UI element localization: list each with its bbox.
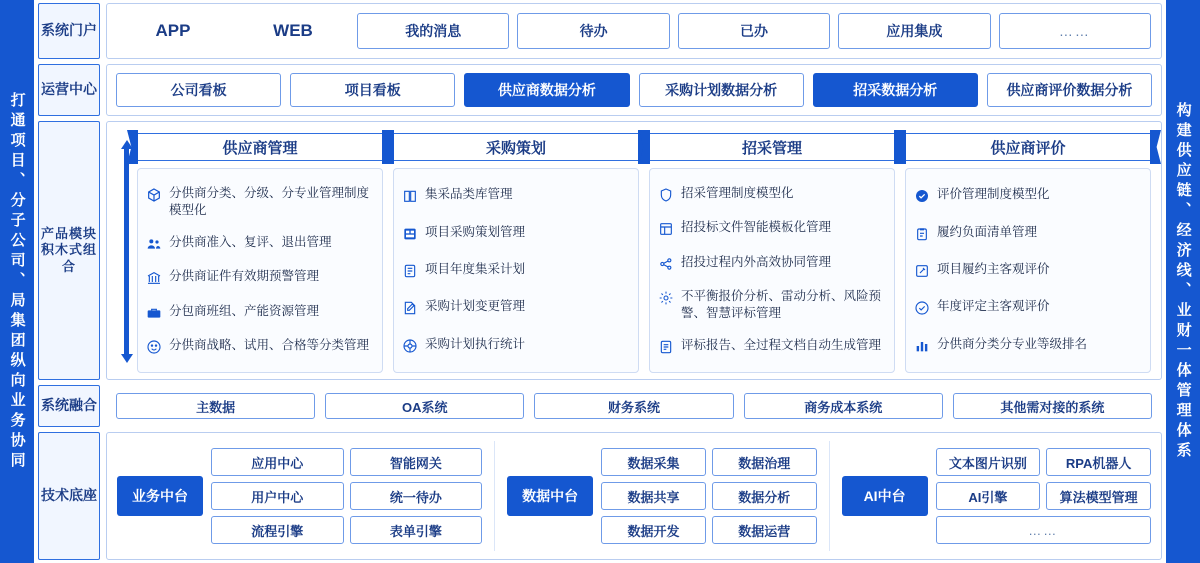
list-item-label: 分包商班组、产能资源管理 (169, 303, 320, 318)
module-purchase-planning (393, 130, 639, 373)
tech-main-business[interactable]: 业务中台 (117, 476, 203, 516)
share-icon (657, 255, 675, 273)
toolbox-icon (145, 304, 163, 322)
fusion-item-finance[interactable]: 财务系统 (534, 393, 733, 419)
list-item[interactable] (913, 261, 1143, 280)
right-vertical-banner (1166, 0, 1200, 563)
portal-app-label: APP (155, 21, 191, 40)
product-modules-body (106, 121, 1162, 380)
left-banner-text: 打通项目、分子公司、局集团纵向业务协同 (8, 91, 26, 472)
gear-icon (657, 289, 675, 307)
list-item[interactable] (657, 219, 887, 238)
tech-cell-more[interactable]: …… (936, 516, 1151, 544)
tech-cell-ai-engine[interactable]: AI引擎 (936, 482, 1041, 510)
op-chip-purchase-plan-analysis[interactable]: 采购计划数据分析 (639, 73, 804, 107)
tech-group-ai-platform (842, 448, 1151, 544)
wheel-icon (401, 337, 419, 355)
grid-icon (401, 225, 419, 243)
tech-cell-data-sharing[interactable]: 数据共享 (601, 482, 706, 510)
list-item-label: 年度评定主客观评价 (937, 299, 1050, 314)
list-item[interactable] (145, 234, 375, 253)
list-item-label: 招投过程内外高效协同管理 (681, 254, 832, 269)
tech-cell-data-governance[interactable]: 数据治理 (712, 448, 817, 476)
right-banner-text: 构建供应链、经济线、业财一体管理体系 (1174, 101, 1192, 462)
portal-button-app-integration[interactable]: 应用集成 (838, 13, 990, 49)
module-4-header (905, 130, 1151, 164)
book-icon (401, 187, 419, 205)
list-item-label: 不平衡报价分析、雷动分析、风险预警、智慧评标管理 (681, 289, 882, 320)
vertical-double-arrow (117, 130, 137, 373)
portal-web-label: WEB (273, 21, 313, 40)
row-label-system-fusion: 系统融合 (38, 385, 100, 427)
row-label-operation-center: 运营中心 (38, 64, 100, 116)
list-item-label: 分供商分类、分级、分专业管理制度模型化 (169, 185, 370, 217)
tech-cell-form-engine[interactable]: 表单引擎 (350, 516, 483, 544)
module-4-title: 供应商评价 (905, 133, 1151, 161)
module-3-header (649, 130, 895, 164)
tech-main-ai[interactable]: AI中台 (842, 476, 928, 516)
op-chip-company-board[interactable]: 公司看板 (116, 73, 281, 107)
tech-divider-2 (829, 441, 830, 551)
tech-cell-smart-gateway[interactable]: 智能网关 (350, 448, 483, 476)
diagram-center (34, 0, 1166, 563)
list-item-label: 采购计划变更管理 (425, 299, 526, 314)
list-item-label: 招投标文件智能模板化管理 (681, 220, 832, 235)
row-label-system-portal: 系统门户 (38, 3, 100, 59)
system-fusion-list (116, 390, 1152, 422)
tech-grid-ai (936, 448, 1151, 544)
doc-icon (401, 262, 419, 280)
list-item[interactable] (913, 224, 1143, 243)
tech-cell-data-development[interactable]: 数据开发 (601, 516, 706, 544)
list-item[interactable] (145, 185, 375, 219)
list-item-label: 项目履约主客观评价 (937, 261, 1050, 276)
tech-cell-data-collection[interactable]: 数据采集 (601, 448, 706, 476)
row-product-modules (38, 121, 1162, 380)
tech-divider-1 (494, 441, 495, 551)
clipboard-icon (913, 225, 931, 243)
fusion-item-other[interactable]: 其他需对接的系统 (953, 393, 1152, 419)
list-item-label: 采购计划执行统计 (425, 336, 526, 351)
system-portal-body (106, 3, 1162, 59)
list-item-label: 分供商战略、试用、合格等分类管理 (169, 338, 370, 353)
op-chip-bidding-analysis[interactable]: 招采数据分析 (813, 73, 978, 107)
module-3-title: 招采管理 (649, 133, 895, 161)
tech-cell-rpa-robot[interactable]: RPA机器人 (1046, 448, 1151, 476)
list-item[interactable] (657, 288, 887, 322)
portal-button-done[interactable]: 已办 (678, 13, 830, 49)
tech-cell-app-center[interactable]: 应用中心 (211, 448, 344, 476)
list-item[interactable] (145, 268, 375, 287)
module-3-items (649, 168, 895, 373)
list-item-label: 评价管理制度模型化 (937, 187, 1050, 202)
list-item-label: 分供商分类分专业等级排名 (937, 336, 1088, 351)
tech-cell-process-engine[interactable]: 流程引擎 (211, 516, 344, 544)
list-item-label: 集采品类库管理 (425, 187, 513, 202)
op-chip-supplier-analysis[interactable]: 供应商数据分析 (464, 73, 629, 107)
tech-main-data[interactable]: 数据中台 (507, 476, 593, 516)
list-item[interactable] (401, 261, 631, 280)
tech-group-data-platform (507, 448, 816, 544)
row-system-portal (38, 3, 1162, 59)
pen-icon (913, 262, 931, 280)
list-item-label: 分供商证件有效期预警管理 (169, 269, 320, 284)
list-item[interactable] (657, 337, 887, 356)
list-item[interactable] (657, 254, 887, 273)
cube-icon (145, 186, 163, 204)
row-label-product-modules: 产品模块积木式组合 (38, 121, 100, 380)
portal-button-todo[interactable]: 待办 (517, 13, 669, 49)
tech-cell-unified-todo[interactable]: 统一待办 (350, 482, 483, 510)
shield-icon (657, 186, 675, 204)
op-chip-project-board[interactable]: 项目看板 (290, 73, 455, 107)
bank-icon (145, 269, 163, 287)
row-operation-center (38, 64, 1162, 116)
smiley-icon (145, 338, 163, 356)
list-item-label: 分供商准入、复评、退出管理 (169, 234, 332, 249)
list-item-label: 招采管理制度模型化 (681, 185, 794, 200)
report-icon (657, 338, 675, 356)
product-modules-list (137, 130, 1151, 373)
left-vertical-banner (0, 0, 34, 563)
module-2-items (393, 168, 639, 373)
chart-icon (913, 337, 931, 355)
module-2-header (393, 130, 639, 164)
tech-cell-text-image-recognition[interactable]: 文本图片识别 (936, 448, 1041, 476)
row-tech-base (38, 432, 1162, 560)
operation-center-body (106, 64, 1162, 116)
list-item-label: 评标报告、全过程文档自动生成管理 (681, 338, 882, 353)
double-arrow-icon (121, 140, 133, 364)
list-item[interactable] (913, 298, 1143, 317)
row-system-fusion (38, 385, 1162, 427)
list-item[interactable] (401, 336, 631, 355)
tech-cell-data-analysis[interactable]: 数据分析 (712, 482, 817, 510)
fusion-item-master-data[interactable]: 主数据 (116, 393, 315, 419)
portal-button-messages[interactable]: 我的消息 (357, 13, 509, 49)
list-item-label: 项目年度集采计划 (425, 261, 526, 276)
fusion-item-oa[interactable]: OA系统 (325, 393, 524, 419)
module-supplier-evaluation (905, 130, 1151, 373)
tech-grid-data (601, 448, 816, 544)
op-chip-supplier-evaluation-analysis[interactable]: 供应商评价数据分析 (987, 73, 1152, 107)
list-item[interactable] (913, 336, 1143, 355)
badge-icon (913, 187, 931, 205)
list-item-label: 履约负面清单管理 (937, 224, 1038, 239)
list-item[interactable] (913, 186, 1143, 205)
tech-cell-user-center[interactable]: 用户中心 (211, 482, 344, 510)
tech-base-body (106, 432, 1162, 560)
system-fusion-body (106, 385, 1162, 427)
list-item[interactable] (145, 303, 375, 322)
module-1-header (137, 130, 383, 164)
module-1-items (137, 168, 383, 373)
module-4-items (905, 168, 1151, 373)
tech-cell-data-operation[interactable]: 数据运营 (712, 516, 817, 544)
template-icon (657, 220, 675, 238)
list-item[interactable] (401, 298, 631, 317)
list-item[interactable] (401, 224, 631, 243)
module-bidding-management (649, 130, 895, 373)
edit-doc-icon (401, 299, 419, 317)
module-1-title: 供应商管理 (137, 133, 383, 161)
check-circle-icon (913, 299, 931, 317)
list-item[interactable] (657, 185, 887, 204)
tech-cell-algorithm-model[interactable]: 算法模型管理 (1046, 482, 1151, 510)
module-supplier-management (137, 130, 383, 373)
users-icon (145, 235, 163, 253)
row-label-tech-base: 技术底座 (38, 432, 100, 560)
module-2-title: 采购策划 (393, 133, 639, 161)
tech-group-business-platform (117, 448, 482, 544)
tech-grid-business (211, 448, 482, 544)
portal-button-more[interactable]: …… (999, 13, 1151, 49)
list-item[interactable] (145, 337, 375, 356)
fusion-item-business-cost[interactable]: 商务成本系统 (744, 393, 943, 419)
list-item-label: 项目采购策划管理 (425, 224, 526, 239)
list-item[interactable] (401, 186, 631, 205)
